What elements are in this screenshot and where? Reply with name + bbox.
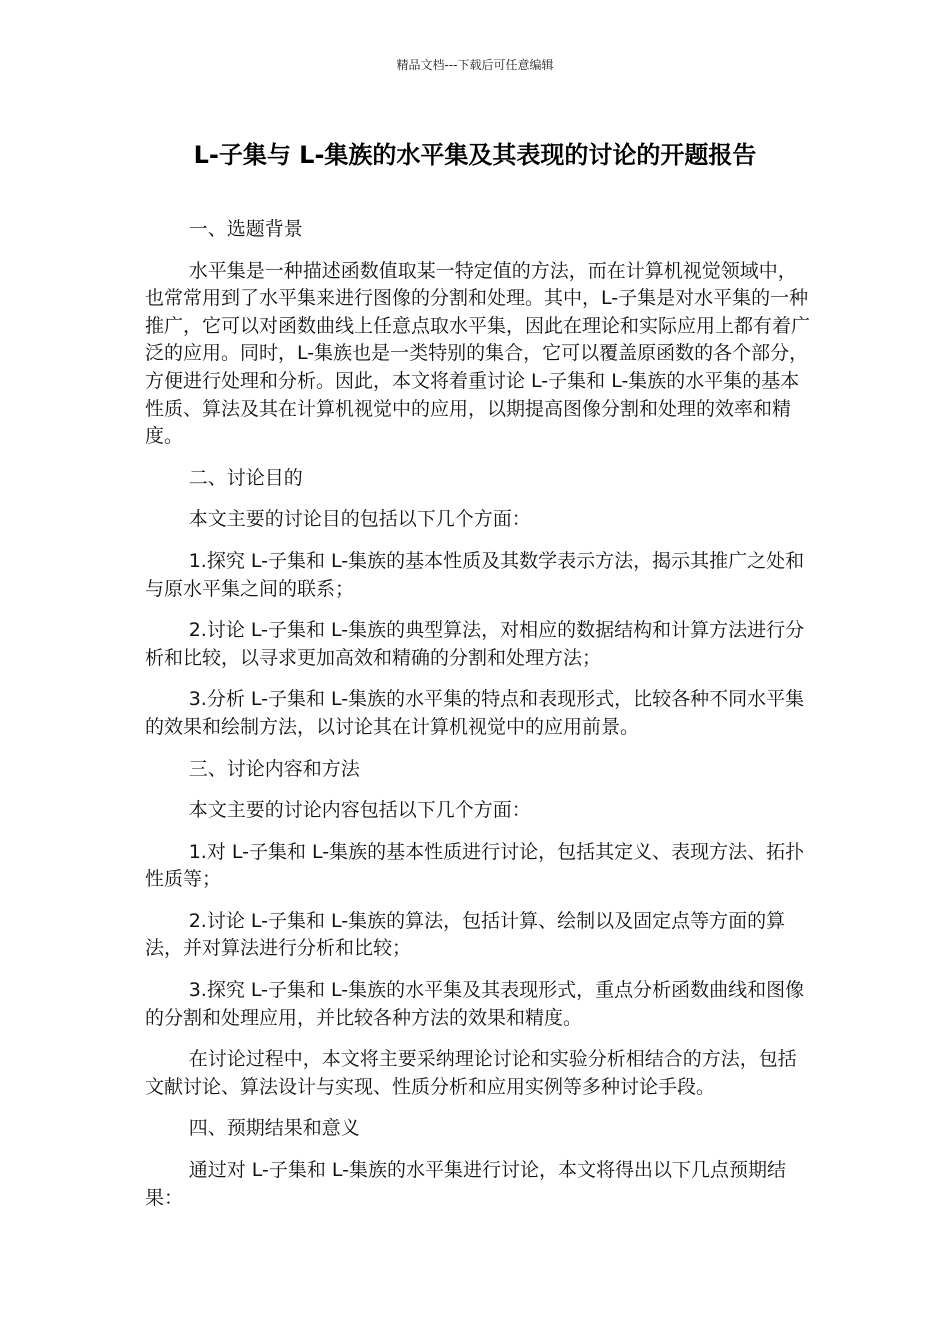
paragraph-expected-results: 通过对 L-子集和 L-集族的水平集进行讨论，本文将得出以下几点预期结果： [145,1159,786,1209]
list-item-purpose-2: 2.讨论 L-子集和 L-集族的典型算法，对相应的数据结构和计算方法进行分析和比较，以寻求更加高效和精确的分割和处理方法； [145,619,805,669]
list-item-content-1: 1.对 L-子集和 L-集族的基本性质进行讨论，包括其定义、表现方法、拓扑性质等； [145,840,805,891]
section-heading-background: 一、选题背景 [188,218,303,240]
section-heading-content-methods: 三、讨论内容和方法 [188,757,360,780]
paragraph-content-intro: 本文主要的讨论内容包括以下几个方面： [188,799,531,822]
section-heading-purpose: 二、讨论目的 [188,466,303,489]
header-watermark: 精品文档---下载后可任意编辑 [396,58,554,72]
document-body [145,216,813,1226]
document-title: L-子集与 L-集族的水平集及其表现的讨论的开题报告 [193,141,757,169]
paragraph-background: 水平集是一种描述函数值取某一特定值的方法，而在计算机视觉领域中，也常常用到了水平集来进行图像的分割和处理。其中，L-子集是对水平集的一种推广，它可以对函数曲线上任意点取水平集，因此在理论和实际应用上都有着广泛的应用。同时，L-集族也是一类特别的集合，它可以覆盖原函数的各个部分，方便进行处理和分析。因此，本文将着重讨论 L-子集和 L-集族的水平集的基本性质、算法及其在计算机视觉中的应用，以期提高图像分割和处理的效率和精度。 [145,259,811,448]
list-item-purpose-1: 1.探究 L-子集和 L-集族的基本性质及其数学表示方法，揭示其推广之处和与原水平集之间的联系； [145,549,805,600]
list-item-content-3: 3.探究 L-子集和 L-集族的水平集及其表现形式，重点分析函数曲线和图像的分割和处理应用，并比较各种方法的效果和精度。 [145,979,805,1029]
list-item-purpose-3: 3.分析 L-子集和 L-集族的水平集的特点和表现形式，比较各种不同水平集的效果和绘制方法，以讨论其在计算机视觉中的应用前景。 [145,688,805,738]
list-item-content-2: 2.讨论 L-子集和 L-集族的算法，包括计算、绘制以及固定点等方面的算法，并对算法进行分析和比较； [145,909,786,960]
section-heading-expected-results: 四、预期结果和意义 [188,1117,360,1140]
paragraph-purpose-intro: 本文主要的讨论目的包括以下几个方面： [188,508,531,531]
paragraph-methods: 在讨论过程中，本文将主要采纳理论讨论和实验分析相结合的方法，包括文献讨论、算法设计与实现、性质分析和应用实例等多种讨论手段。 [145,1048,797,1098]
